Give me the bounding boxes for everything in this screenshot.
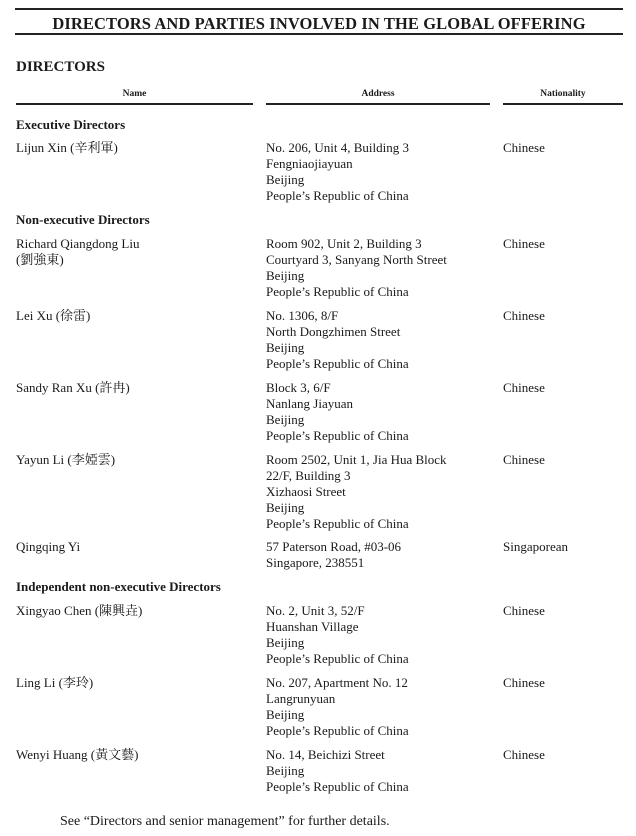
address-line: Beijing	[266, 635, 305, 650]
director-address	[266, 140, 496, 204]
address-line: Room 2502, Unit 1, Jia Hua Block	[266, 452, 447, 467]
director-address	[266, 539, 496, 571]
director-name-line: Sandy Ran Xu (許冉)	[16, 380, 130, 395]
director-name-line: Richard Qiangdong Liu	[16, 236, 140, 251]
director-name	[16, 236, 256, 268]
director-name	[16, 140, 256, 156]
column-header-address: Address	[266, 88, 490, 105]
footer-note: See “Directors and senior management” for further details.	[60, 814, 390, 829]
address-line: 57 Paterson Road, #03-06	[266, 539, 402, 554]
director-nationality: Chinese	[503, 380, 545, 395]
address-line: People’s Republic of China	[266, 779, 409, 794]
address-line: Block 3, 6/F	[266, 380, 331, 395]
director-name-line: Yayun Li (李婭雲)	[16, 452, 116, 467]
page-title: DIRECTORS AND PARTIES INVOLVED IN THE GLOBAL OFFERING	[15, 8, 623, 35]
address-line: Room 902, Unit 2, Building 3	[266, 236, 422, 251]
director-name	[16, 539, 256, 555]
director-address	[266, 747, 496, 795]
address-line: People’s Republic of China	[266, 723, 409, 738]
address-line: Beijing	[266, 412, 305, 427]
address-line: Singapore, 238551	[266, 555, 365, 570]
group-title-independent: Independent non-executive Directors	[16, 579, 221, 594]
address-line: People’s Republic of China	[266, 651, 409, 666]
director-name-line: Lijun Xin (辛利軍)	[16, 140, 118, 155]
address-line: No. 14, Beichizi Street	[266, 747, 385, 762]
address-line: Beijing	[266, 340, 305, 355]
director-name-line: Qingqing Yi	[16, 539, 81, 554]
column-header-name: Name	[16, 88, 253, 105]
director-address	[266, 452, 496, 532]
address-line: Nanlang Jiayuan	[266, 396, 354, 411]
address-line: People’s Republic of China	[266, 516, 409, 531]
address-line: Xizhaosi Street	[266, 484, 346, 499]
address-line: Langrunyuan	[266, 691, 336, 706]
address-line: People’s Republic of China	[266, 428, 409, 443]
director-nationality: Chinese	[503, 675, 545, 690]
director-nationality: Chinese	[503, 603, 545, 618]
address-line: People’s Republic of China	[266, 284, 409, 299]
address-line: Huanshan Village	[266, 619, 359, 634]
director-nationality: Singaporean	[503, 539, 568, 554]
address-line: Beijing	[266, 707, 305, 722]
section-title: DIRECTORS	[16, 59, 105, 75]
address-line: Beijing	[266, 268, 305, 283]
address-line: No. 2, Unit 3, 52/F	[266, 603, 365, 618]
address-line: North Dongzhimen Street	[266, 324, 401, 339]
director-address	[266, 308, 496, 372]
address-line: People’s Republic of China	[266, 188, 409, 203]
director-name-line: (劉強東)	[16, 252, 64, 267]
director-name	[16, 675, 256, 691]
address-line: Beijing	[266, 763, 305, 778]
address-line: No. 1306, 8/F	[266, 308, 339, 323]
director-name-line: Xingyao Chen (陳興垚)	[16, 603, 143, 618]
address-line: No. 206, Unit 4, Building 3	[266, 140, 410, 155]
group-title-non-executive: Non-executive Directors	[16, 212, 150, 227]
director-address	[266, 675, 496, 739]
director-name	[16, 308, 256, 324]
address-line: Fengniaojiayuan	[266, 156, 353, 171]
address-line: People’s Republic of China	[266, 356, 409, 371]
director-name	[16, 452, 256, 468]
address-line: 22/F, Building 3	[266, 468, 351, 483]
director-nationality: Chinese	[503, 747, 545, 762]
group-title-executive: Executive Directors	[16, 117, 126, 132]
column-header-nationality: Nationality	[503, 88, 623, 105]
director-name-line: Ling Li (李玲)	[16, 675, 94, 690]
director-nationality: Chinese	[503, 236, 545, 251]
director-name	[16, 747, 256, 763]
director-nationality: Chinese	[503, 140, 545, 155]
address-line: Beijing	[266, 172, 305, 187]
director-address	[266, 603, 496, 667]
director-name	[16, 603, 256, 619]
address-line: Courtyard 3, Sanyang North Street	[266, 252, 447, 267]
address-line: Beijing	[266, 500, 305, 515]
director-name-line: Wenyi Huang (黃文藝)	[16, 747, 139, 762]
director-address	[266, 380, 496, 444]
address-line: No. 207, Apartment No. 12	[266, 675, 408, 690]
director-nationality: Chinese	[503, 308, 545, 323]
director-name	[16, 380, 256, 396]
director-address	[266, 236, 496, 300]
director-name-line: Lei Xu (徐雷)	[16, 308, 91, 323]
director-nationality: Chinese	[503, 452, 545, 467]
